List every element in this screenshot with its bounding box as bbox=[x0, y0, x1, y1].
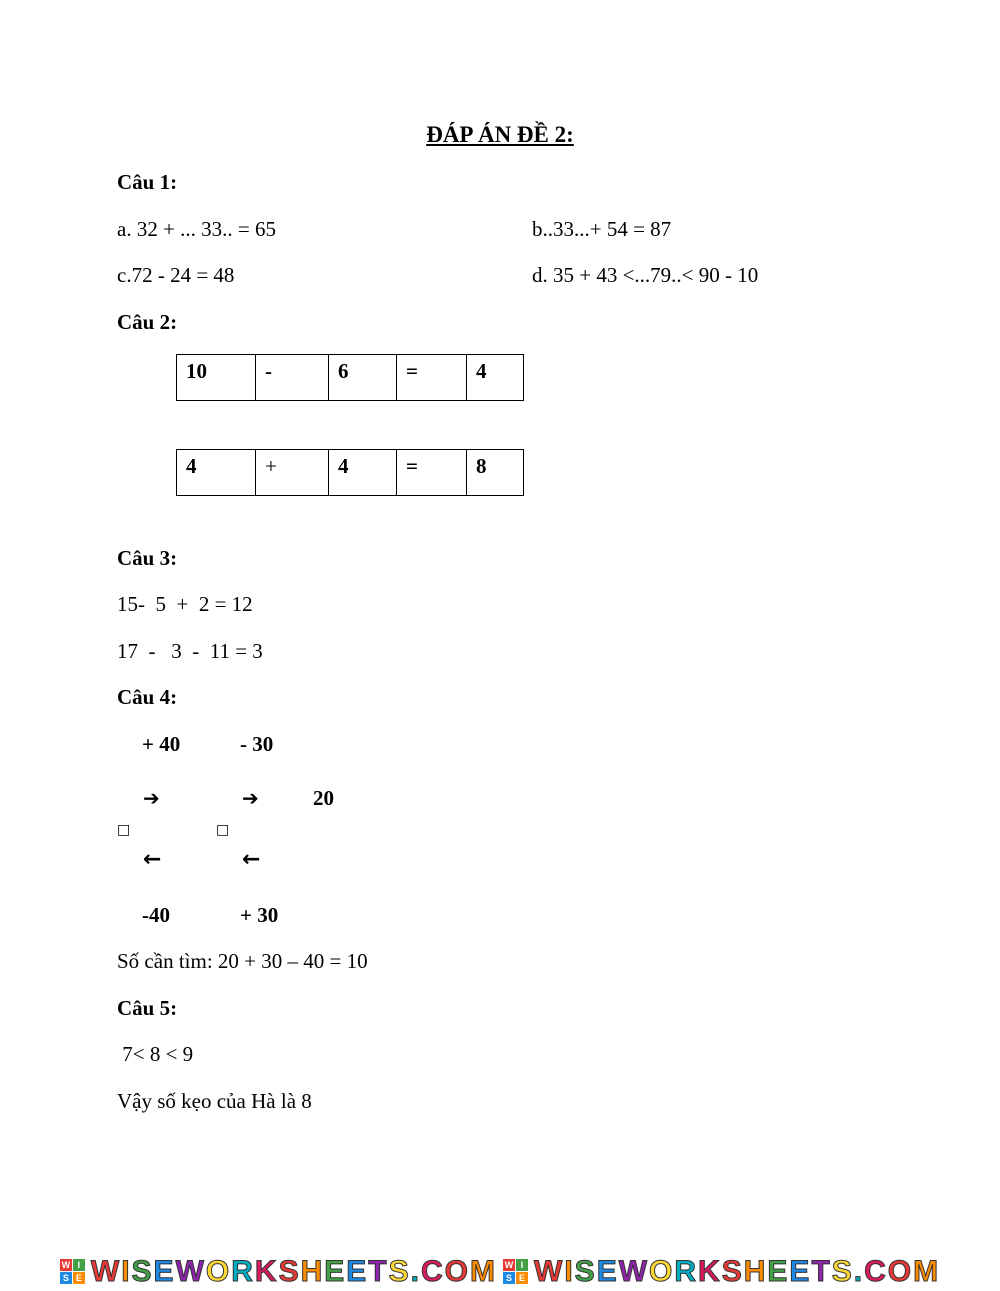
logo-letter: W bbox=[504, 1260, 514, 1270]
box-icon: □ bbox=[117, 822, 131, 838]
brand-text: WISEWORKSHEETS.COM bbox=[90, 1254, 497, 1288]
cau3-line-2: 17 - 3 - 11 = 3 bbox=[117, 639, 263, 663]
table1-cell: 6 bbox=[329, 355, 397, 401]
arrow-right-icon: ➔ bbox=[242, 786, 259, 810]
cau4-op-bottom-2: + 30 bbox=[240, 903, 279, 927]
cau1-heading: Câu 1: bbox=[117, 170, 178, 194]
cau4-op-top-1: + 40 bbox=[142, 732, 181, 756]
arrow-left-icon: ← bbox=[242, 847, 261, 872]
table2-cell: + bbox=[256, 450, 329, 496]
logo-letter: S bbox=[60, 1272, 72, 1284]
cau5-line-2: Vậy số kẹo của Hà là 8 bbox=[117, 1089, 312, 1113]
logo-icon bbox=[503, 1259, 528, 1284]
cau2-table-1 bbox=[176, 354, 524, 401]
page-title: ĐÁP ÁN ĐỀ 2: bbox=[426, 122, 574, 147]
cau4-op-bottom-1: -40 bbox=[142, 903, 170, 927]
arrow-left-icon: ← bbox=[143, 847, 162, 872]
table2-cell: = bbox=[397, 450, 467, 496]
table1-cell: - bbox=[256, 355, 329, 401]
cau2-table-2 bbox=[176, 449, 524, 496]
logo-icon bbox=[60, 1259, 85, 1284]
logo-letter: S bbox=[503, 1272, 515, 1284]
cau4-op-top-2: - 30 bbox=[240, 732, 274, 756]
brand-text: WISEWORKSHEETS.COM bbox=[534, 1254, 941, 1288]
cau4-heading: Câu 4: bbox=[117, 685, 178, 709]
logo-letter: W bbox=[61, 1260, 71, 1270]
cau1-answer-b: b..33...+ 54 = 87 bbox=[532, 217, 672, 241]
table1-cell: 10 bbox=[177, 355, 256, 401]
cau3-heading: Câu 3: bbox=[117, 546, 178, 570]
table2-cell: 4 bbox=[177, 450, 256, 496]
logo-letter: I bbox=[516, 1259, 528, 1271]
cau4-value: 20 bbox=[313, 786, 334, 810]
cau1-answer-d: d. 35 + 43 <...79..< 90 - 10 bbox=[532, 263, 759, 287]
arrow-right-icon: ➔ bbox=[143, 786, 160, 810]
table2-cell: 8 bbox=[467, 450, 524, 496]
cau5-line-1: 7< 8 < 9 bbox=[117, 1042, 194, 1066]
logo-letter: E bbox=[73, 1272, 85, 1284]
table2-cell: 4 bbox=[329, 450, 397, 496]
footer-watermark bbox=[0, 1252, 1000, 1291]
cau4-answer: Số cần tìm: 20 + 30 – 40 = 10 bbox=[117, 949, 368, 973]
table1-cell: 4 bbox=[467, 355, 524, 401]
logo-letter: I bbox=[73, 1259, 85, 1271]
cau1-answer-c: c.72 - 24 = 48 bbox=[117, 263, 235, 287]
cau3-line-1: 15- 5 + 2 = 12 bbox=[117, 592, 253, 616]
cau2-heading: Câu 2: bbox=[117, 310, 178, 334]
cau1-answer-a: a. 32 + ... 33.. = 65 bbox=[117, 217, 277, 241]
cau5-heading: Câu 5: bbox=[117, 996, 178, 1020]
box-icon: □ bbox=[216, 822, 230, 838]
table1-cell: = bbox=[397, 355, 467, 401]
logo-letter: E bbox=[516, 1272, 528, 1284]
